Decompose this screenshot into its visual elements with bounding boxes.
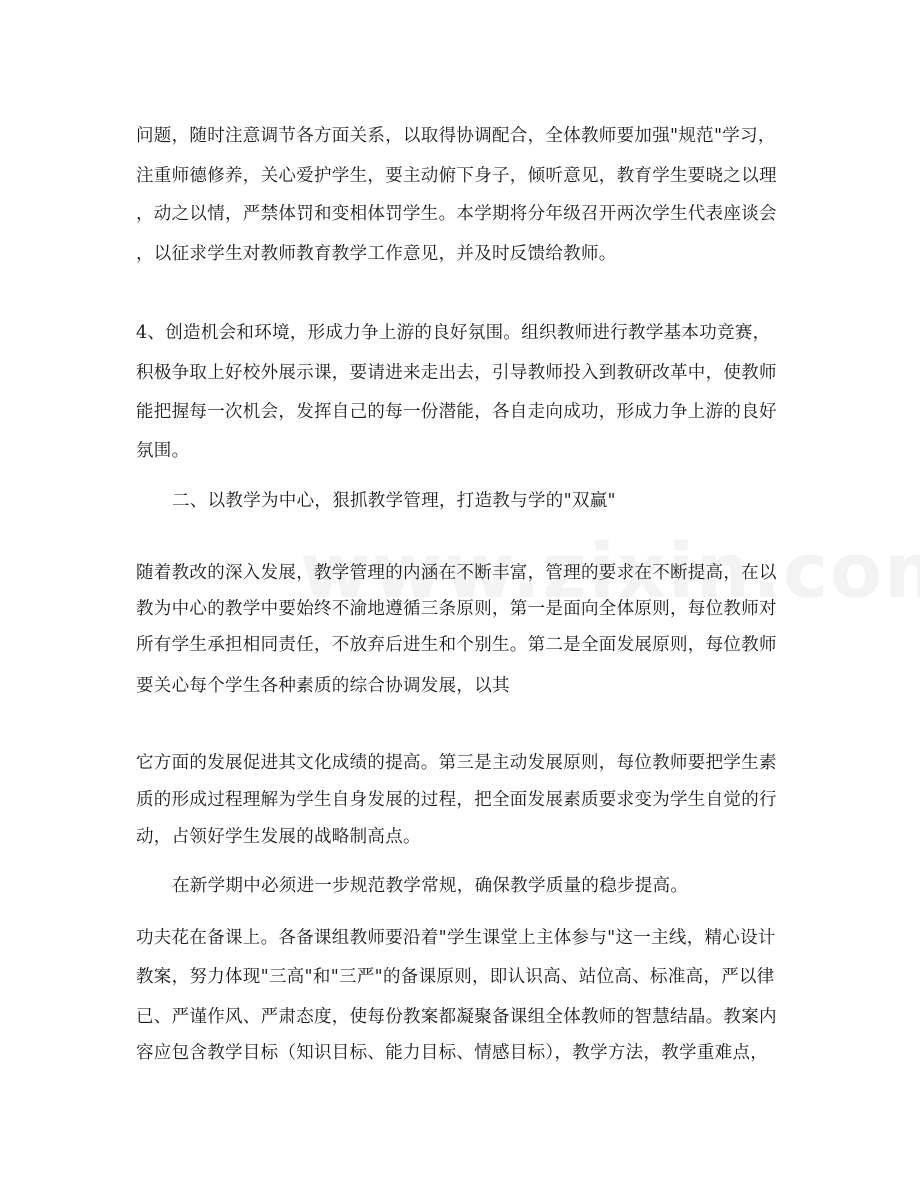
paragraph-3-line-3: 所有学生承担相同责任，不放弃后进生和个别生。第二是全面发展原则，每位教师 bbox=[136, 635, 777, 655]
paragraph-2-line-2: 积极争取上好校外展示课，要请进来走出去，引导教师投入到教研改革中，使教师 bbox=[136, 363, 777, 383]
paragraph-1-line-4: ，以征求学生对教师教育教学工作意见，并及时反馈给教师。 bbox=[136, 244, 617, 264]
paragraph-4-line-3: 动，占领好学生发展的战略制高点。 bbox=[136, 827, 421, 847]
paragraph-3-line-1: 随着教改的深入发展，教学管理的内涵在不断丰富，管理的要求在不断提高，在以 bbox=[136, 563, 777, 583]
paragraph-5-line-1: 功夫花在备课上。各备课组教师要沿着"学生课堂上主体参与"这一主线，精心设计 bbox=[136, 928, 776, 948]
paragraph-5-line-4: 容应包含教学目标（知识目标、能力目标、情感目标），教学方法，教学重难点， bbox=[136, 1043, 769, 1063]
paragraph-2-line-4: 氛围。 bbox=[136, 441, 190, 461]
indented-paragraph: 在新学期中必须进一步规范教学常规，确保教学质量的稳步提高。 bbox=[172, 876, 689, 896]
paragraph-5-line-2: 教案，努力体现"三高"和"三严"的备课原则，即认识高、站位高、标准高，严以律 bbox=[136, 967, 775, 987]
paragraph-2-line-1: 4、创造机会和环境，形成力争上游的良好氛围。组织教师进行教学基本功竞赛， bbox=[136, 323, 771, 343]
paragraph-3-line-4: 要关心每个学生各种素质的综合协调发展，以其 bbox=[136, 676, 510, 696]
paragraph-5-line-3: 已、严谨作风、严肃态度，使每份教案都凝聚备课组全体教师的智慧结晶。教案内 bbox=[136, 1007, 777, 1027]
paragraph-4-line-2: 质的形成过程理解为学生自身发展的过程，把全面发展素质要求变为学生自觉的行 bbox=[136, 790, 777, 810]
paragraph-3-line-2: 教为中心的教学中要始终不渝地遵循三条原则，第一是面向全体原则，每位教师对 bbox=[136, 599, 777, 619]
paragraph-2-line-3: 能把握每一次机会，发挥自己的每一份潜能，各自走向成功，形成力争上游的良好 bbox=[136, 402, 777, 422]
paragraph-4-line-1: 它方面的发展促进其文化成绩的提高。第三是主动发展原则，每位教师要把学生素 bbox=[136, 753, 777, 773]
paragraph-1-line-3: ，动之以情，严禁体罚和变相体罚学生。本学期将分年级召开两次学生代表座谈会 bbox=[136, 204, 777, 224]
paragraph-1-line-1: 问题，随时注意调节各方面关系，以取得协调配合，全体教师要加强"规范"学习， bbox=[136, 126, 776, 146]
paragraph-1-line-2: 注重师德修养，关心爱护学生，要主动俯下身子，倾听意见，教育学生要晓之以理 bbox=[136, 166, 777, 186]
section-heading: 二、以教学为中心，狠抓教学管理，打造教与学的"双赢" bbox=[172, 491, 616, 511]
